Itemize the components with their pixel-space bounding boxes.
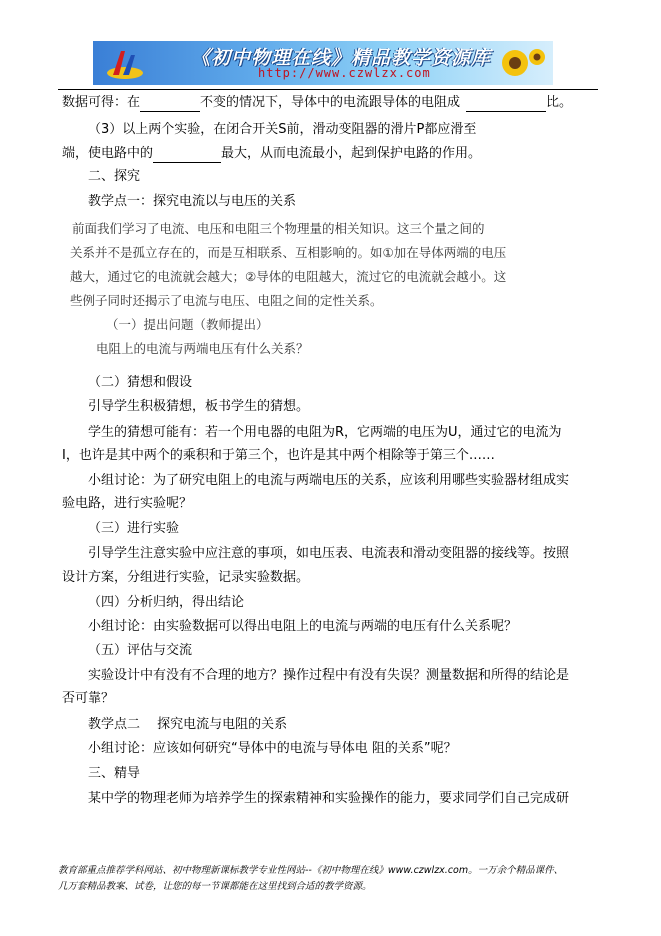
- text-line: 数据可得：在 不变的情况下，导体中的电流跟导体的电阻成 比。: [62, 95, 573, 110]
- text-line: 引导学生注意实验中应注意的事项，如电压表、电流表和滑动变阻器的接线等。按照: [88, 546, 570, 561]
- section-heading: 二、探究: [88, 169, 141, 184]
- fill-blank: [140, 97, 200, 112]
- section-heading: 三、精导: [88, 766, 141, 781]
- text-line: 学生的猜想可能有：若一个用电器的电阻为R，它两端的电压为U，通过它的电流为: [88, 425, 562, 440]
- text-line: （3）以上两个实验，在闭合开关S前，滑动变阻器的滑片P都应滑至: [88, 122, 477, 137]
- text-line: 某中学的物理老师为培养学生的探索精神和实验操作的能力，要求同学们自己完成研: [88, 791, 570, 806]
- footer-line: 教育部重点推荐学科网站、初中物理新课标教学专业性网站--《初中物理在线》www.czwlzx.com。一万余个精品课件、: [58, 865, 564, 876]
- text-line: 小组讨论：为了研究电阻上的电流与两端电压的关系，应该利用哪些实验器材组成实: [88, 473, 570, 488]
- text-line: 端，使电路中的 最大，从而电流最小，起到保护电路的作用。: [62, 146, 482, 161]
- text-line: 否可靠？: [62, 691, 115, 706]
- text-line: 教学点二 探究电流与电阻的关系: [88, 717, 288, 732]
- fill-blank: [153, 148, 221, 163]
- fill-blank: [466, 97, 546, 112]
- scanned-paragraph: 前面我们学习了电流、电压和电阻三个物理量的相关知识。这三个量之间的 关系并不是孤立存在的，而是互相联系、互相影响的。如①加在导体两端的电压 越大，通过它的电流就会越大；②导体的电阻越大，流过它的电流就会越小。这 些例子同时还揭示了电流与电压、电阻之间的定性关系。 （一）提出问题（教师提出） 电阻上的电流与两端电压有什么关系？: [70, 221, 507, 356]
- text-line: 设计方案，分组进行实验，记录实验数据。: [62, 570, 310, 585]
- sunflower-icon: [497, 43, 547, 83]
- text-line: 小组讨论：由实验数据可以得出电阻上的电流与两端的电压有什么关系呢？: [88, 619, 518, 634]
- text-line: 教学点一：探究电流以与电压的关系: [88, 194, 297, 209]
- subsection-heading: （二）猜想和假设: [88, 375, 193, 390]
- subsection-heading: （四）分析归纳，得出结论: [88, 595, 245, 610]
- text-line: 引导学生积极猜想，板书学生的猜想。: [88, 399, 310, 414]
- header-banner: [93, 41, 553, 85]
- footer-line: 几万套精品教案、试卷，让您的每一节课都能在这里找到合适的教学资源。: [58, 881, 372, 892]
- site-logo-icon: [105, 45, 145, 81]
- text-line: 小组讨论：应该如何研究“导体中的电流与导体电 阻的关系”呢？: [88, 741, 457, 756]
- subsection-heading: （三）进行实验: [88, 521, 180, 536]
- subsection-heading: （五）评估与交流: [88, 643, 193, 658]
- text-line: 实验设计中有没有不合理的地方？操作过程中有没有失误？测量数据和所得的结论是: [88, 668, 570, 683]
- banner-url[interactable]: http://www.czwlzx.com: [258, 66, 431, 80]
- text-line: 验电路，进行实验呢？: [62, 496, 193, 511]
- text-line: I，也许是其中两个的乘积和于第三个，也许是其中两个相除等于第三个……: [62, 448, 495, 463]
- banner-title: 《初中物理在线》精品教学资源库: [191, 47, 492, 69]
- header-divider: [58, 89, 598, 90]
